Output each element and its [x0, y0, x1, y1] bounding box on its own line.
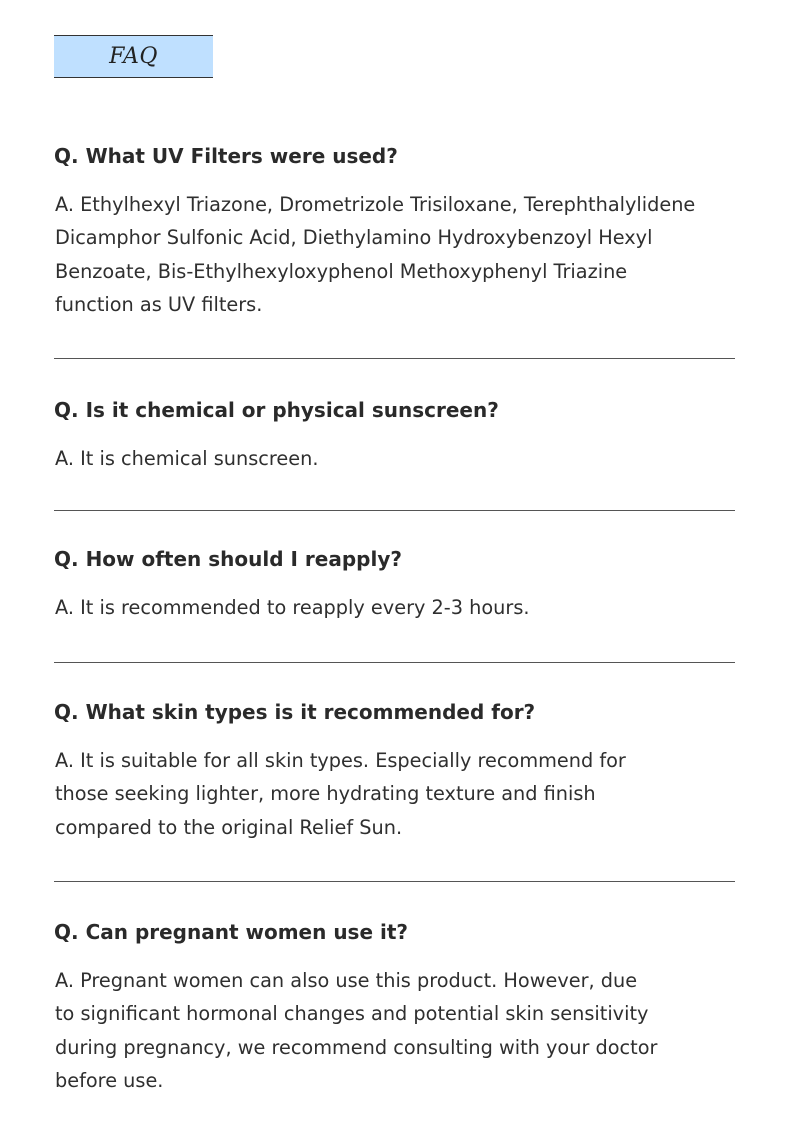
answer-line: during pregnancy, we recommend consulting with your doctor — [55, 1035, 658, 1059]
answer-line: A. Pregnant women can also use this product. However, due — [55, 969, 638, 992]
faq-item — [54, 918, 735, 1098]
faq-question: Q. What skin types is it recommended for? — [54, 700, 536, 724]
answer-line: function as UV filters. — [55, 293, 263, 317]
answer-line: Benzoate, Bis-Ethylhexyloxyphenol Methoxyphenyl Triazine — [55, 259, 628, 283]
faq-answer — [55, 744, 735, 844]
answer-line: Dicamphor Sulfonic Acid, Diethylamino Hydroxybenzoyl Hexyl — [55, 226, 653, 250]
faq-divider — [54, 510, 735, 511]
answer-line: A. It is recommended to reapply every 2-3 hours. — [55, 596, 530, 619]
faq-item — [54, 698, 735, 844]
answer-line: to significant hormonal changes and potential skin sensitivity — [55, 1002, 649, 1026]
faq-question: Q. Can pregnant women use it? — [54, 920, 409, 944]
answer-line: compared to the original Relief Sun. — [55, 815, 403, 839]
answer-line: A. It is chemical sunscreen. — [55, 447, 319, 470]
faq-item — [54, 142, 735, 322]
faq-question: Q. How often should I reapply? — [54, 547, 402, 571]
faq-answer — [55, 188, 735, 322]
faq-answer — [55, 442, 735, 475]
answer-line: A. Ethylhexyl Triazone, Drometrizole Trisiloxane, Terephthalylidene — [55, 193, 696, 216]
faq-title: FAQ — [109, 44, 158, 69]
faq-question: Q. What UV Filters were used? — [54, 144, 398, 168]
answer-line: A. It is suitable for all skin types. Especially recommend for — [55, 749, 626, 772]
faq-question: Q. Is it chemical or physical sunscreen? — [54, 398, 499, 422]
answer-line: before use. — [55, 1069, 164, 1093]
faq-item — [54, 545, 735, 624]
faq-answer — [55, 591, 735, 624]
faq-header — [54, 35, 213, 78]
faq-divider — [54, 662, 735, 663]
answer-line: those seeking lighter, more hydrating texture and finish — [55, 782, 596, 806]
faq-divider — [54, 881, 735, 882]
faq-divider — [54, 358, 735, 359]
faq-answer — [55, 964, 735, 1098]
faq-item — [54, 396, 735, 475]
